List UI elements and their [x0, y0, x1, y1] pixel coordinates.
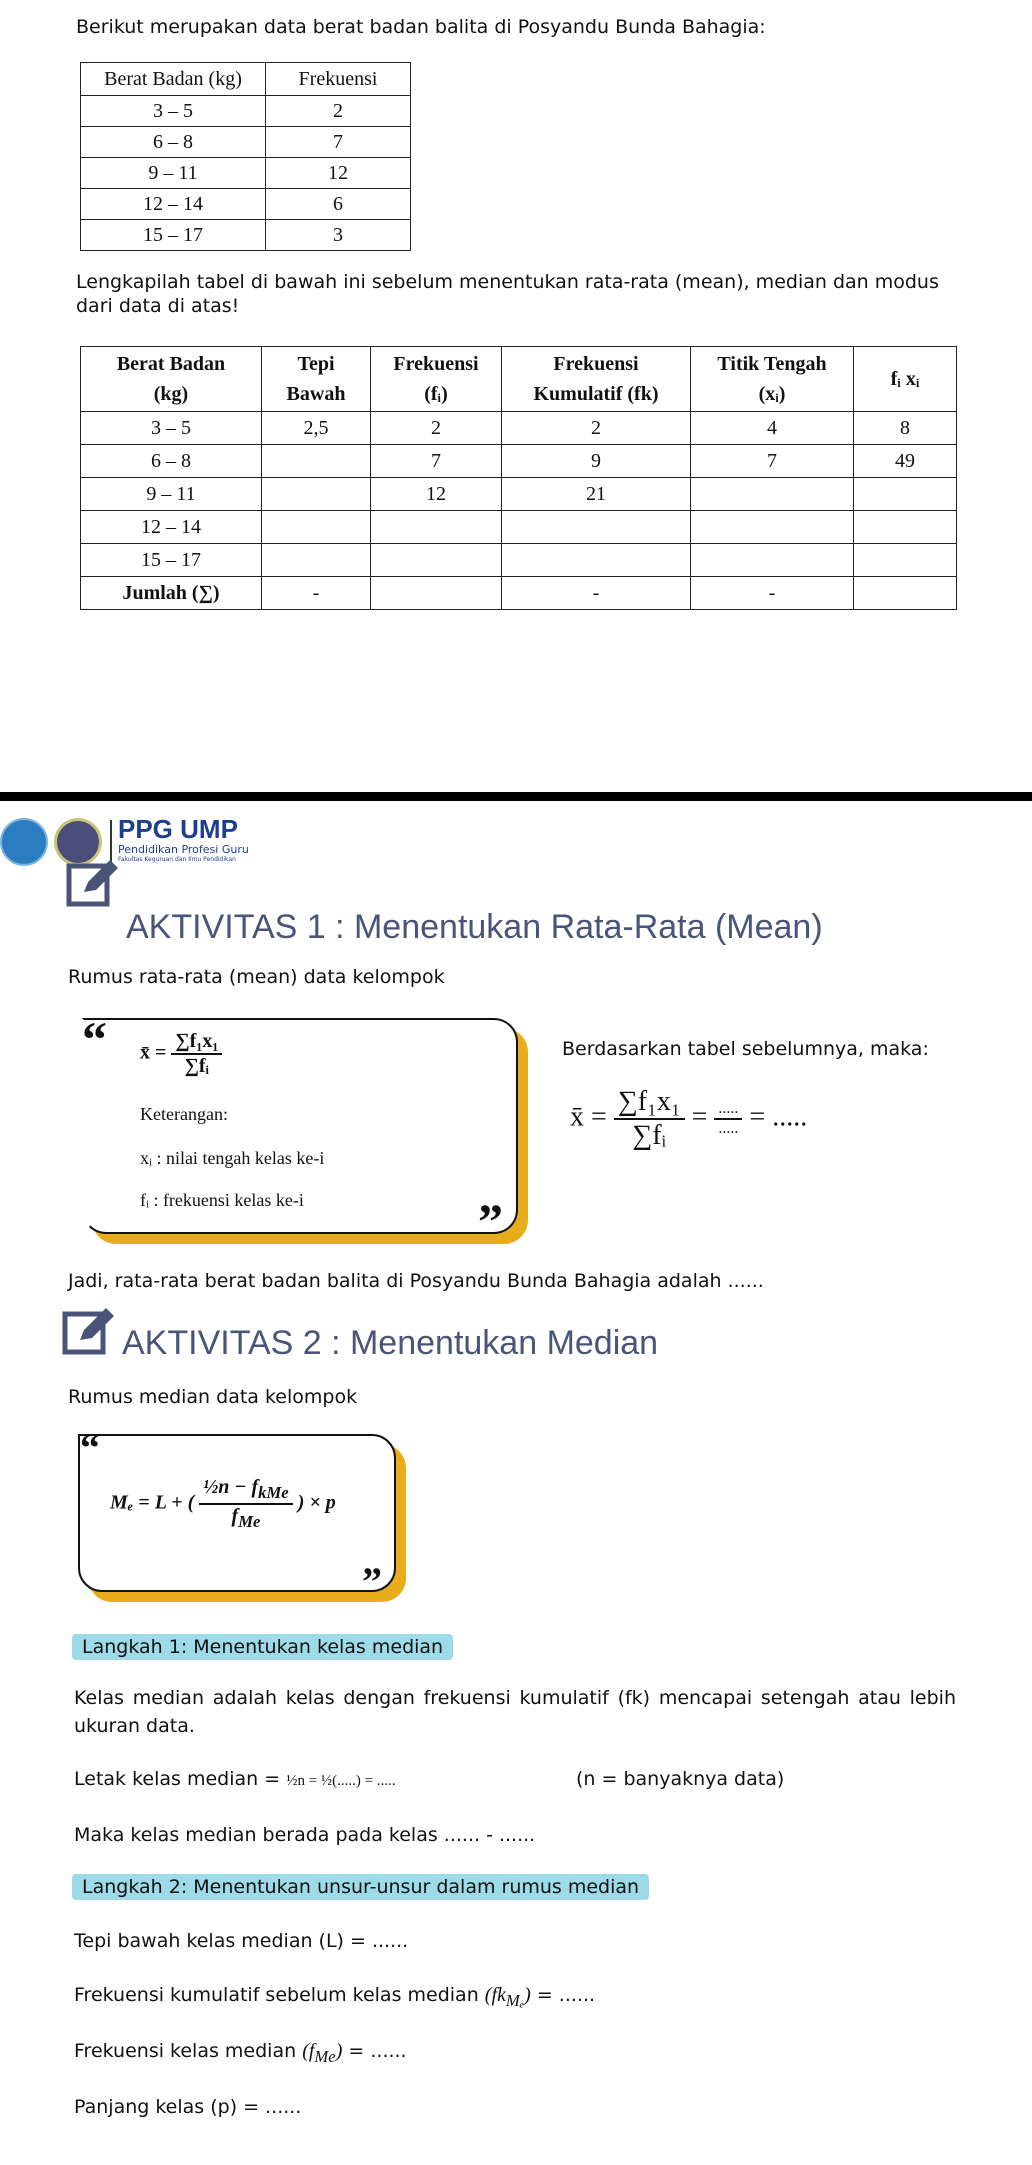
table-cell: 9 [502, 445, 691, 478]
table-row [81, 96, 411, 127]
table-cell: Jumlah (∑) [81, 577, 262, 610]
table-cell [371, 544, 502, 577]
mean-conclusion: Jadi, rata-rata berat badan balita di Posyandu Bunda Bahagia adalah ...... [68, 1270, 764, 1292]
table-cell: 9 – 11 [81, 478, 262, 511]
table-cell: 3 – 5 [81, 412, 262, 445]
step-2-label: Langkah 2: Menentukan unsur-unsur dalam rumus median [72, 1874, 649, 1900]
table-cell [854, 511, 957, 544]
table-row [81, 445, 957, 478]
table-cell: 8 [854, 412, 957, 445]
table-cell [691, 478, 854, 511]
table-header: Frekuensi Kumulatif (fk) [502, 347, 691, 412]
open-quote-icon: “ [82, 1011, 107, 1067]
xi-description: xᵢ : nilai tengah kelas ke-i [140, 1148, 325, 1168]
close-quote-icon: ” [362, 1559, 382, 1604]
fme-text: Frekuensi kelas median $(f_{Me})$ = ...... [74, 2040, 407, 2066]
table-cell [262, 511, 371, 544]
table-cell: 12 [266, 158, 411, 189]
table-cell: 7 [371, 445, 502, 478]
step-1-label: Langkah 1: Menentukan kelas median [72, 1634, 453, 1660]
close-quote-icon: ” [478, 1193, 503, 1249]
table-cell [262, 445, 371, 478]
table-cell: - [262, 577, 371, 610]
table-cell: 12 – 14 [81, 189, 266, 220]
table-header: Titik Tengah (xᵢ) [691, 347, 854, 412]
intro-text: Berikut merupakan data berat badan balita di Posyandu Bunda Bahagia: [76, 16, 766, 38]
brand-faculty: Fakultas Keguruan dan Ilmu Pendidikan [118, 856, 236, 863]
brand-name: PPG UMP [118, 814, 238, 844]
table-cell [371, 577, 502, 610]
median-formula: Mₑ = L + ( $\frac{\frac{1}{2}n - f_{kMe}}{f_{Me}}$ ) × p [110, 1476, 336, 1531]
median-class-text: Maka kelas median berada pada kelas ...... - ...... [74, 1824, 536, 1846]
table-cell [371, 511, 502, 544]
table-cell [502, 511, 691, 544]
table-row [81, 544, 957, 577]
worksheet-table [80, 346, 957, 610]
instruction-text: Lengkapilah tabel di bawah ini sebelum menentukan rata-rata (mean), median dan modus dari data di atas! [76, 271, 939, 317]
table-cell: 6 – 8 [81, 445, 262, 478]
table-row [81, 412, 957, 445]
table-cell: 3 – 5 [81, 96, 266, 127]
tutwuri-logo-icon [0, 818, 48, 866]
table-cell: 7 [266, 127, 411, 158]
table-cell [691, 544, 854, 577]
table-cell: - [502, 577, 691, 610]
table-row [81, 511, 957, 544]
open-quote-icon: “ [80, 1425, 100, 1470]
table-header: Frekuensi [266, 63, 411, 96]
data-table [80, 62, 411, 251]
table-cell: 2,5 [262, 412, 371, 445]
table-cell: 49 [854, 445, 957, 478]
table-row [81, 189, 411, 220]
table-cell: 21 [502, 478, 691, 511]
table-row [81, 158, 411, 189]
letak-note: (n = banyaknya data) [576, 1768, 785, 1790]
table-header: Frekuensi (fᵢ) [371, 347, 502, 412]
table-row [81, 478, 957, 511]
activity-2-title: AKTIVITAS 2 : Menentukan Median [122, 1324, 659, 1362]
mean-calculation: x̄ = $\frac{\text{∑f₁x₁}}{\text{∑fᵢ}}$ = $\frac{.....}{.....}$ = ..... [570, 1086, 808, 1151]
table-header: fᵢ xᵢ [854, 347, 957, 412]
activity-1-subtitle: Rumus rata-rata (mean) data kelompok [68, 966, 445, 988]
table-cell: 12 – 14 [81, 511, 262, 544]
edit-icon [66, 858, 118, 910]
table-cell [854, 544, 957, 577]
table-cell: 6 [266, 189, 411, 220]
fk-text: Frekuensi kumulatif sebelum kelas median $(fk_{M_e})$ = ...... [74, 1984, 596, 2010]
table-row [81, 577, 957, 610]
step-1-text: Kelas median adalah kelas dengan frekuensi kumulatif (fk) mencapai setengah atau lebih ukuran data. [74, 1687, 956, 1737]
table-cell [262, 478, 371, 511]
table-cell [691, 511, 854, 544]
panjang-kelas-text: Panjang kelas (p) = ...... [74, 2096, 302, 2118]
table-cell: 6 – 8 [81, 127, 266, 158]
section-divider [0, 792, 1032, 801]
activity-1-title: AKTIVITAS 1 : Menentukan Rata-Rata (Mean) [126, 908, 823, 946]
table-cell [502, 544, 691, 577]
table-cell: 4 [691, 412, 854, 445]
table-cell: 15 – 17 [81, 544, 262, 577]
table-cell: 3 [266, 220, 411, 251]
table-cell: 15 – 17 [81, 220, 266, 251]
mean-formula: x̄ = $\frac{\text{∑f₁x₁}}{\text{∑fᵢ}}$ [140, 1030, 222, 1078]
fi-description: fᵢ : frekuensi kelas ke-i [140, 1190, 304, 1210]
edit-icon [62, 1306, 114, 1358]
table-header: Tepi Bawah [262, 347, 371, 412]
table-header: Berat Badan (kg) [81, 63, 266, 96]
table-cell: 9 – 11 [81, 158, 266, 189]
brand-subtitle: Pendidikan Profesi Guru [118, 843, 249, 856]
table-cell [854, 577, 957, 610]
table-cell [854, 478, 957, 511]
keterangan-label: Keterangan: [140, 1104, 228, 1124]
table-cell: 2 [266, 96, 411, 127]
activity-2-subtitle: Rumus median data kelompok [68, 1386, 358, 1408]
table-cell: 12 [371, 478, 502, 511]
table-row [81, 127, 411, 158]
table-cell: - [691, 577, 854, 610]
tepi-bawah-text: Tepi bawah kelas median (L) = ...... [74, 1930, 409, 1952]
letak-label: Letak kelas median = ½n = ½(.....) = ..... [74, 1768, 396, 1790]
table-row [81, 220, 411, 251]
table-header: Berat Badan (kg) [81, 347, 262, 412]
table-cell: 7 [691, 445, 854, 478]
table-cell: 2 [502, 412, 691, 445]
table-cell: 2 [371, 412, 502, 445]
mean-right-label: Berdasarkan tabel sebelumnya, maka: [562, 1038, 929, 1060]
table-cell [262, 544, 371, 577]
